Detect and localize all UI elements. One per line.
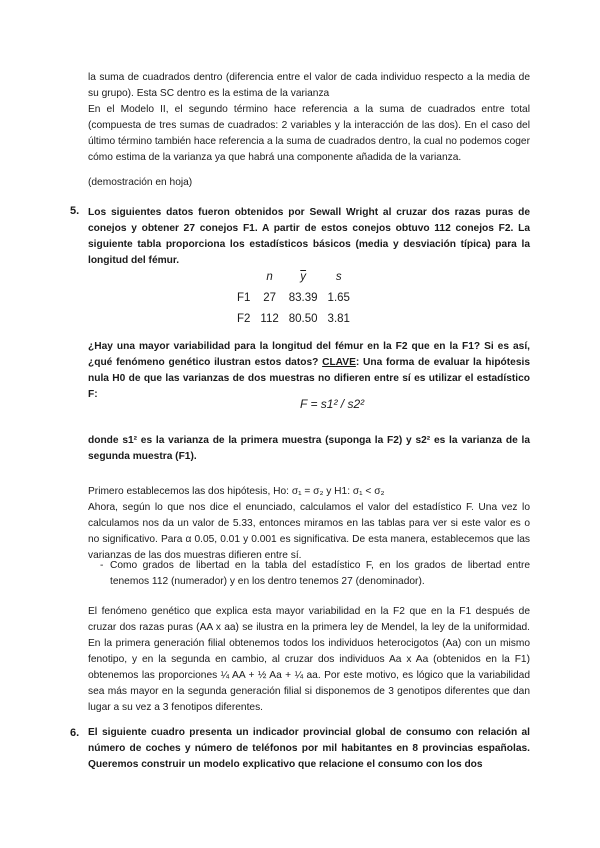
table-cell: 3.81: [327, 312, 350, 325]
calculation-text: Ahora, según lo que nos dice el enunciado, calculamos el valor del estadístico F. Una vez lo calculamos nos da un valor de 5.33, entonces miramos en las tablas para ver si este valor es o no significativo. Para α 0.05, 0.01 y 0.001 es significativa. De esta manera, establecemos que las varianzas de las dos muestras difieren entre sí.: [88, 502, 530, 561]
answer-paragraph-1: [88, 484, 530, 564]
question-5-statement: Los siguientes datos fueron obtenidos por Sewall Wright al cruzar dos razas puras de conejos y obtener 27 conejos F1. A partir de estos conejos obtuvo 112 conejos F2. La siguiente tabla proporciona los estadísticos básicos (media y desviación típica) para la longitud del fémur.: [88, 207, 530, 266]
f-statistic-formula: F = s1² / s2²: [300, 397, 365, 411]
table-cell: 1.65: [327, 291, 350, 304]
table-cell: 83.39: [288, 291, 318, 304]
table-header-cell: s: [335, 270, 342, 283]
stats-table: [232, 266, 355, 329]
question-5-prompt: [88, 339, 530, 403]
hypothesis-line: Primero establecemos las dos hipótesis, Ho: σ₁ = σ₂ y H1: σ₁ < σ₂: [88, 486, 385, 497]
table-header-cell: $\overline{y}$: [300, 270, 307, 283]
intro-line-1: la suma de cuadrados dentro (diferencia entre el valor de cada individuo respecto a la media de su grupo). Esta SC dentro es la estima de la varianza: [88, 72, 530, 99]
bullet-text: Como grados de libertad en la tabla del estadístico F, en los grados de libertad entre tenemos 112 (numerador) y en los dentro tenemos 27 (denominador).: [110, 560, 530, 587]
formula-explanation: [88, 433, 530, 465]
question-text: ¿Hay una mayor variabilidad para la longitud del fémur en la F2 que en la F1? Si es así, ¿qué fenómeno genético ilustran estos datos?: [88, 341, 530, 368]
table-row: [232, 308, 355, 329]
clave-label: CLAVE: [322, 357, 356, 368]
table-header-cell: [232, 266, 255, 287]
intro-paragraph-1: [88, 70, 530, 102]
bullet-item: [110, 558, 530, 590]
table-cell: F2: [237, 312, 251, 325]
bullet-dash: -: [100, 560, 104, 571]
answer-paragraph-2: [88, 604, 530, 716]
intro-line-2: En el Modelo II, el segundo término hace referencia a la suma de cuadrados entre total (compuesta de tres sumas de cuadrados: 2 variables y la interacción de las dos). En el caso del último término también hace referencia a la suma de cuadrados dentro, la cual no podemos coger cómo estima de la varianza ya que habrá una componente añadida de la varianza.: [88, 104, 530, 163]
question-6-text: [88, 725, 530, 773]
table-header-cell: n: [266, 270, 273, 283]
question-5-number: 5.: [70, 205, 80, 217]
intro-paragraph-3: [88, 175, 530, 191]
question-6-statement: El siguiente cuadro presenta un indicador provincial global de consumo con relación al número de coches y número de teléfonos por mil habitantes en 8 provincias españolas. Queremos construir un modelo explicativo que relacione el consumo con los dos: [88, 727, 530, 770]
question-text-cont: : Una forma de evaluar la hipótesis nula H0 de que las varianzas de dos muestras no difieren entre sí es utilizar el estadístico F:: [88, 357, 530, 400]
question-5-prompt-text: [88, 339, 530, 403]
table-header-row: [232, 266, 355, 287]
table-cell: F1: [237, 291, 251, 304]
formula-explanation-text: donde s1² es la varianza de la primera muestra (suponga la F2) y s2² es la varianza de la segunda muestra (F1).: [88, 435, 530, 462]
question-6-number: 6.: [70, 727, 80, 739]
genetics-explanation: El fenómeno genético que explica esta mayor variabilidad en la F2 que en la F1 después de cruzar dos razas puras (AA x aa) se ilustra en la primera ley de Mendel, la ley de la uniformidad. En la primera generación filial obtenemos todos los individuos heterocigotos (Aa) con un mismo fenotipo, y en la segunda en cambio, al cruzar dos individuos Aa x Aa (obtenidos en la F1) obtenemos las proporciones ¼ AA + ½ Aa + ¼ aa. Por este motivo, es lógico que la variabilidad sea más mayor en la segunda generación filial si disponemos de 3 genotipos diferentes que dan lugar a su vez a 3 fenotipos diferentes.: [88, 606, 530, 713]
table-row: [232, 287, 355, 308]
table-cell: 80.50: [288, 312, 318, 325]
table-cell: 27: [263, 291, 276, 304]
intro-line-3: (demostración en hoja): [88, 177, 193, 188]
intro-paragraph-2: [88, 102, 530, 166]
question-5-text: [88, 205, 530, 269]
table-cell: 112: [260, 312, 279, 325]
